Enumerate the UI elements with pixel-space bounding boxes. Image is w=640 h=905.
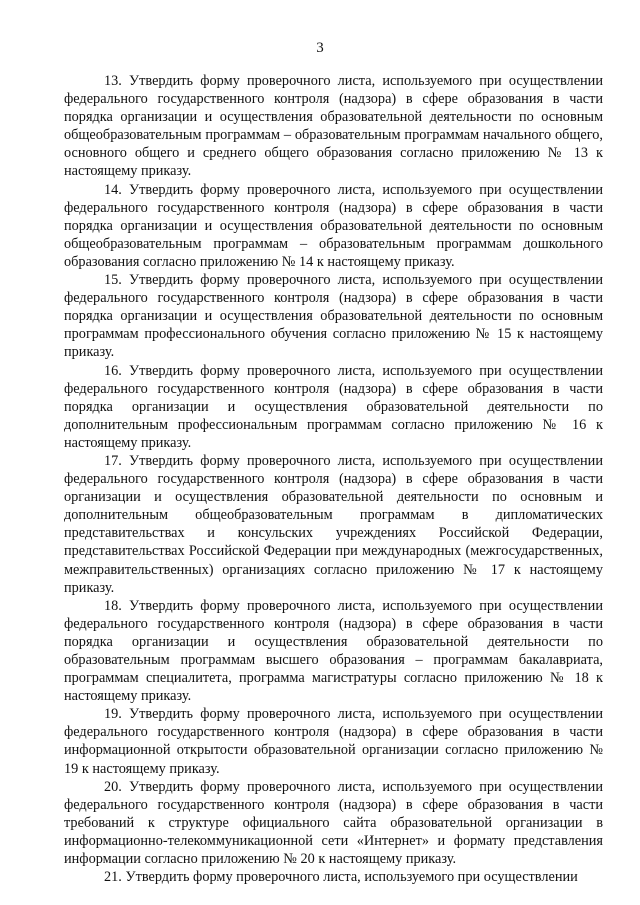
document-body xyxy=(64,72,603,886)
paragraph-14: 14. Утвердить форму проверочного листа, используемого при осуществлении федерального государственного контроля (надзора) в сфере образования в части порядка организации и осуществления образовательной деятельности по основным общеобразовательным программам – образовательным программам дошкольного образования согласно приложению № 14 к настоящему приказу. xyxy=(64,181,603,270)
paragraph-18: 18. Утвердить форму проверочного листа, используемого при осуществлении федерального государственного контроля (надзора) в сфере образования в части порядка организации и осуществления образовательной деятельности по образовательным программам высшего образования – программам бакалавриата, программам специалитета, программа магистратуры согласно приложению № 18 к настоящему приказу. xyxy=(64,597,603,705)
page-number: 3 xyxy=(316,40,324,56)
paragraph-20: 20. Утвердить форму проверочного листа, используемого при осуществлении федерального государственного контроля (надзора) в сфере образования в части требований к структуре официального сайта образовательной организации в информационно-телекоммуникационной сети «Интернет» и формату представления информации согласно приложению № 20 к настоящему приказу. xyxy=(64,778,603,868)
paragraph-19: 19. Утвердить форму проверочного листа, используемого при осуществлении федерального государственного контроля (надзора) в сфере образования в части информационной открытости образовательной организации согласно приложению № 19 к настоящему приказу. xyxy=(64,706,603,777)
paragraph-15: 15. Утвердить форму проверочного листа, используемого при осуществлении федерального государственного контроля (надзора) в сфере образования в части порядка организации и осуществления образовательной деятельности по основным программам профессионального обучения согласно приложению № 15 к настоящему приказу. xyxy=(64,272,603,361)
paragraph-21: 21. Утвердить форму проверочного листа, используемого при осуществлении xyxy=(104,869,578,886)
paragraph-13: 13. Утвердить форму проверочного листа, используемого при осуществлении федерального государственного контроля (надзора) в сфере образования в части порядка организации и осуществления образовательной деятельности по основным общеобразовательным программам – образовательным программам начального общего, основного общего и среднего общего образования согласно приложению № 13 к настоящему приказу. xyxy=(64,73,603,180)
paragraph-17: 17. Утвердить форму проверочного листа, используемого при осуществлении федерального государственного контроля (надзора) в сфере образования в части организации и осуществления образовательной деятельности по основным и дополнительным общеобразовательным программам в дипломатических представительствах и консульских учреждениях Российской Федерации, представительствах Российской Федерации при международных (межгосударственных, межправительственных) организациях согласно приложению № 17 к настоящему приказу. xyxy=(64,452,603,596)
paragraph-16: 16. Утвердить форму проверочного листа, используемого при осуществлении федерального государственного контроля (надзора) в сфере образования в части порядка организации и осуществления образовательной деятельности по дополнительным профессиональным программам согласно приложению № 16 к настоящему приказу. xyxy=(64,362,603,451)
